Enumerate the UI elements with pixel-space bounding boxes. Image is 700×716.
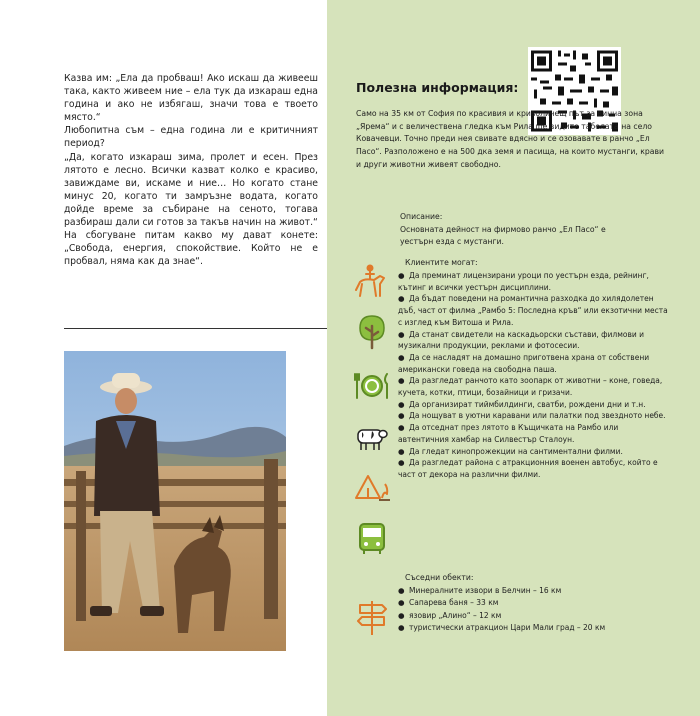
list-item: ● Да се насладят на домашно приготвена храна от собствени американски говеда на свободна паша. — [398, 352, 650, 374]
list-item: ● Да нощуват в уютни каравани или палатки под звездното небе. — [398, 411, 666, 421]
divider — [64, 328, 327, 329]
list-item: ● туристически атракцион Цари Мали град – 20 км — [398, 622, 606, 632]
plate-cutlery-icon — [352, 366, 392, 406]
rancher-with-dog-photo — [64, 351, 286, 651]
intro-text: Само на 35 км от София по красивия и криволичещ път за винна зона „Ярема“ и с величествена гледка към Рила ще видите табелата на село Ковачевци. Точно преди нея свивате вдясно и се озовавате в ранчо „Ел Пасо“. Разположено е на 500 дка земя и пасища, на които мустанги, крави и други животни живеят свободно. — [356, 109, 665, 169]
left-page — [0, 0, 327, 716]
paragraph: На сбогуване питам какво му дават конете: „Свобода, енергия, спокойствие. Който не е пробвал, няма как да знае“. — [64, 230, 318, 268]
interview-text — [64, 72, 318, 268]
paragraph: „Да, когато изкараш зима, пролет и есен. През лятото е лесно. Всички казват колко е красиво, завиждаме ви, искаме и ние… Но когато стане минус 20, когато ти замръзне водата, когато дойде време за събиране на сеното, тогава разбираш дали си готов за такъв начин на живот.“ — [64, 151, 318, 229]
list-item: ● Минералните извори в Белчин – 16 км — [398, 586, 562, 595]
list-item: ● Да отседнат през лятото в Къщичката на Рамбо или автентичния хамбар на Силвестър Сталоун. — [398, 423, 619, 444]
list-item: ● Да бъдат поведени на романтична разходка до хилядолетен дъб, част от филма „Рамбо 5: Последна кръв“ или екзотични места с изглед към Витоша и Рила. — [398, 294, 668, 327]
cow-icon — [350, 418, 390, 458]
list-item: ● Да организират тиймбилдинги, сватби, рождени дни и т.н. — [398, 399, 646, 409]
list-item: ● язовир „Алино“ – 12 км — [398, 610, 502, 620]
paragraph: Любопитна съм – една година ли е критичният период? — [64, 125, 318, 150]
nearby-heading: Съседни обекти: — [405, 573, 474, 582]
clients-list — [398, 270, 670, 481]
info-title: Полезна информация: — [356, 80, 519, 95]
paragraph: Казва им: „Ела да пробваш! Ако искаш да живееш така, както живеем ние – ела тук да изкараш една година и ако не избягаш, значи това е твоето място.“ — [64, 73, 318, 124]
description-text: Основната дейност на фирмово ранчо „Ел Пасо“ е уестърн езда с мустанги. — [400, 225, 606, 247]
clients-heading: Клиентите могат: — [405, 258, 478, 267]
description-heading: Описание: — [400, 212, 443, 221]
horse-rider-icon — [350, 262, 390, 302]
list-item: ● Да разгледат ранчото като зоопарк от животни – коне, говеда, кучета, котки, птици, бозайници и гризачи. — [398, 376, 663, 398]
tree-icon — [352, 312, 392, 352]
list-item: ● Да станат свидетели на каскадьорски състави, филмови и музикални продукции, реклами и фотосесии. — [398, 329, 645, 351]
bus-icon — [352, 518, 392, 558]
nearby-list — [398, 585, 670, 634]
signpost-icon — [352, 597, 392, 637]
list-item: ● Сапарева баня – 33 км — [398, 598, 499, 608]
list-item: ● Да разгледат района с атракционния военен автобус, който е част от декора на различни филми. — [398, 458, 658, 479]
campfire-tent-icon — [352, 466, 392, 506]
list-item: ● Да преминат лицензирани уроци по уестърн езда, рейнинг, кътинг и всички уестърн дисциплини. — [398, 271, 649, 292]
list-item: ● Да гледат кинопрожекции на сантиментални филми. — [398, 446, 623, 456]
